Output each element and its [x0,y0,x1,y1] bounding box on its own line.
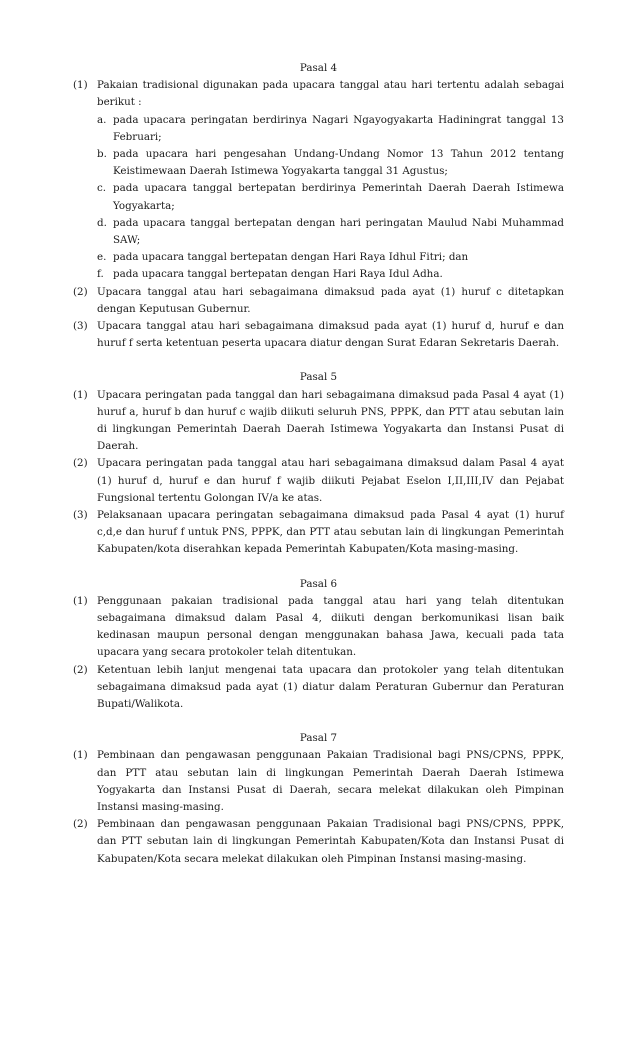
ayat-number: (1) [73,79,88,92]
ayat-number: (2) [73,285,88,298]
huruf-text: pada upacara tanggal bertepatan dengan hari peringatan Maulud Nabi Muhammad SAW; [113,216,564,247]
pasal-5-section [73,369,564,558]
ayat-text: Penggunaan pakaian tradisional pada tanggal atau hari yang telah ditentukan sebagaimana dimaksud dalam Pasal 4, diikuti dengan berkomunikasi lisan baik kedinasan maupun personal dengan menggunakan bahasa Jawa, kecuali pada tata upacara yang secara protokoler telah ditentukan. [97,594,564,659]
pasal-5-title: Pasal 5 [299,371,338,384]
ayat-text: Ketentuan lebih lanjut mengenai tata upacara dan protokoler yang telah ditentukan sebagaimana dimaksud pada ayat (1) diatur dalam Peraturan Gubernur dan Peraturan Bupati/Walikota. [97,663,564,711]
ayat-text: Upacara tanggal atau hari sebagaimana dimaksud pada ayat (1) huruf d, huruf e dan huruf f serta ketentuan peserta upacara diatur dengan Surat Edaran Sekretaris Daerah. [97,320,564,350]
huruf-letter: b. [97,148,107,160]
huruf-text: pada upacara peringatan berdirinya Nagari Ngayogyakarta Hadiningrat tanggal 13 Februari; [113,113,564,143]
pasal-4-ayat-1-huruf-c [73,180,564,214]
ayat-text: Pelaksanaan upacara peringatan sebagaimana dimaksud pada Pasal 4 ayat (1) huruf c,d,e dan huruf f untuk PNS, PPPK, dan PTT atau sebutan lain di lingkungan Pemerintah Kabupaten/kota diserahkan kepada Pemerintah Kabupaten/Kota masing-masing. [97,509,564,556]
ayat-number: (1) [73,388,88,401]
pasal-5-ayat-1 [73,387,564,456]
pasal-7-title: Pasal 7 [299,732,338,745]
ayat-number: (1) [73,749,88,762]
pasal-7-section [73,730,564,868]
pasal-4-ayat-1-huruf-f [73,266,564,283]
pasal-6-title: Pasal 6 [299,577,338,590]
pasal-7-ayat-2 [73,816,564,868]
ayat-number: (3) [73,509,88,522]
ayat-text: Upacara peringatan pada tanggal atau hari sebagaimana dimaksud dalam Pasal 4 ayat (1) huruf d, huruf e dan huruf f wajib diikuti Pejabat Eselon I,II,III,IV dan Pejabat Fungsional tertentu Golongan IV/a ke atas. [97,457,564,504]
pasal-6-ayat-1 [73,593,564,662]
pasal-4-ayat-1-huruf-d [73,215,564,249]
ayat-text: Pembinaan dan pengawasan penggunaan Pakaian Tradisional bagi PNS/CPNS, PPPK, dan PTT sebutan lain di lingkungan Pemerintah Kabupaten/Kota dan Instansi Pusat di Kabupaten/Kota secara melekat dilakukan oleh Pimpinan Instansi masing-masing. [97,818,564,865]
huruf-text: pada upacara tanggal bertepatan berdirinya Pemerintah Daerah Daerah Istimewa Yogyakarta; [113,182,564,212]
ayat-number: (2) [73,663,88,676]
document-page [73,60,564,868]
pasal-4-ayat-1 [73,77,564,111]
huruf-letter: a. [97,113,107,126]
pasal-5-ayat-2 [73,455,564,507]
huruf-letter: f. [97,268,104,281]
section-spacer [73,559,564,576]
ayat-text: Pakaian tradisional digunakan pada upacara tanggal atau hari tertentu adalah sebagai berikut : [97,79,564,109]
huruf-text: pada upacara tanggal bertepatan dengan Hari Raya Idul Adha. [113,268,443,281]
huruf-letter: d. [97,216,107,229]
pasal-6-section [73,576,564,714]
ayat-text: Upacara peringatan pada tanggal dan hari sebagaimana dimaksud pada Pasal 4 ayat (1) huruf a, huruf b dan huruf c wajib diikuti seluruh PNS, PPPK, dan PTT atau sebutan lain di lingkungan Pemerintah Daerah Daerah Istimewa Yogyakarta dan Instansi Pusat di Daerah. [97,388,564,453]
huruf-letter: c. [97,182,107,195]
ayat-number: (3) [73,320,88,333]
pasal-7-ayat-1 [73,747,564,816]
huruf-text: pada upacara hari pengesahan Undang-Undang Nomor 13 Tahun 2012 tentang Keistimewaan Daerah Istimewa Yogyakarta tanggal 31 Agustus; [113,148,564,178]
section-spacer [73,352,564,369]
pasal-4-ayat-3 [73,318,564,352]
ayat-number: (2) [73,818,88,831]
huruf-text: pada upacara tanggal bertepatan dengan Hari Raya Idhul Fitri; dan [113,251,469,264]
huruf-letter: e. [97,251,107,264]
pasal-6-ayat-2 [73,662,564,714]
ayat-number: (2) [73,457,88,470]
pasal-4-ayat-1-huruf-e [73,249,564,266]
ayat-text: Pembinaan dan pengawasan penggunaan Pakaian Tradisional bagi PNS/CPNS, PPPK, dan PTT atau sebutan lain di lingkungan Pemerintah Daerah Daerah Istimewa Yogyakarta dan Instansi Pusat di Daerah, secara melekat dilakukan oleh Pimpinan Instansi masing-masing. [97,749,564,814]
ayat-number: (1) [73,594,88,607]
section-spacer [73,713,564,730]
pasal-4-ayat-1-huruf-b [73,146,564,180]
pasal-5-ayat-3 [73,507,564,559]
pasal-4-section [73,60,564,352]
pasal-4-ayat-2 [73,284,564,318]
ayat-text: Upacara tanggal atau hari sebagaimana dimaksud pada ayat (1) huruf c ditetapkan dengan Keputusan Gubernur. [97,285,564,315]
pasal-4-ayat-1-huruf-a [73,112,564,146]
pasal-4-title: Pasal 4 [299,62,338,74]
